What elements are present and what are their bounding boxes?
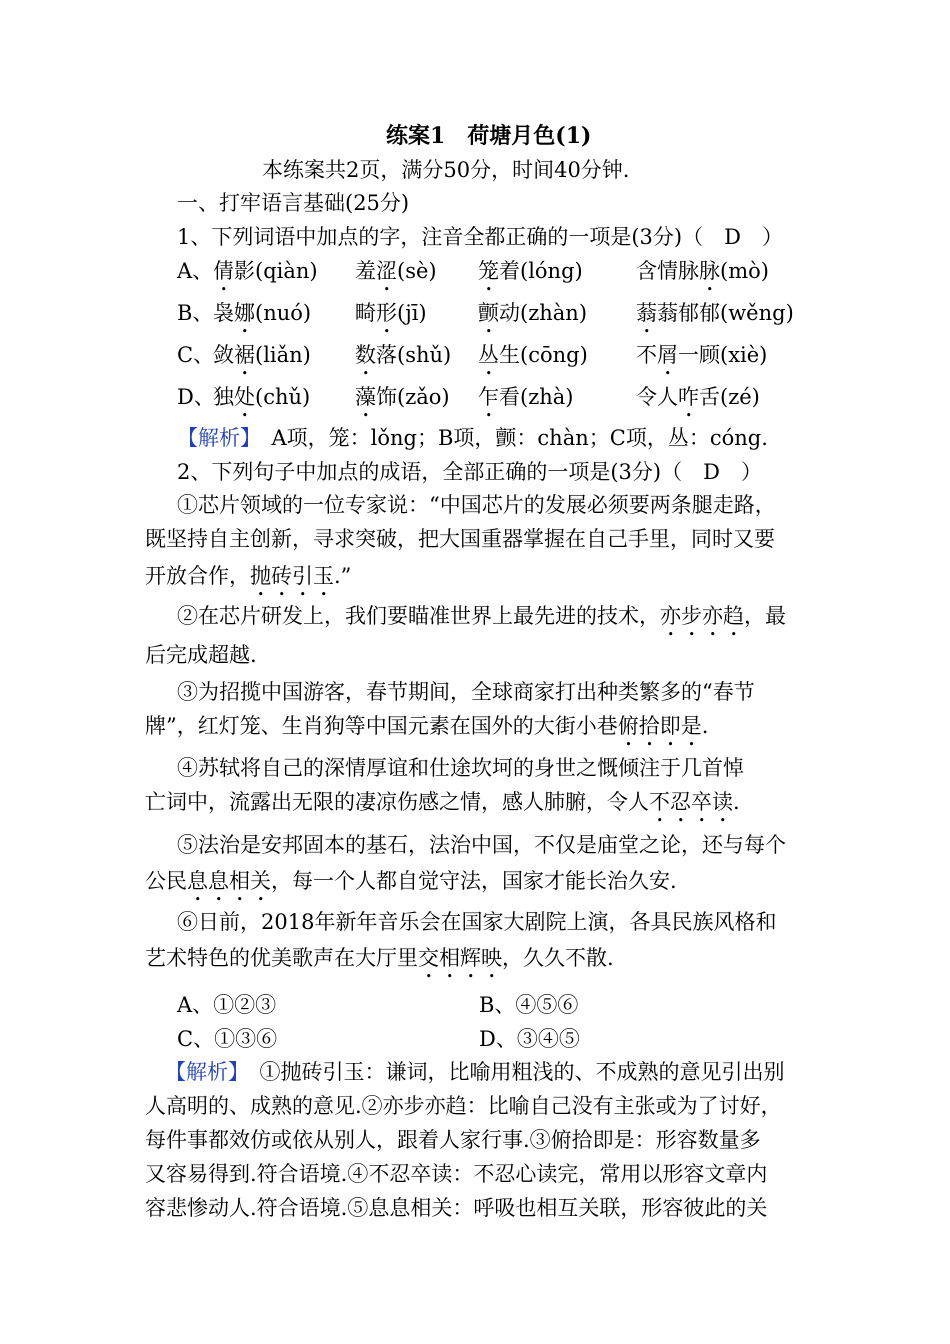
passage-line (177, 753, 744, 783)
analysis-line (145, 1091, 782, 1121)
dotted-character: 咋 (678, 385, 699, 409)
question-2-stem: 2、下列句子中加点的成语，全部正确的一项是(3分)（ D ） (177, 460, 762, 484)
option-text: 落(shǔ) (376, 343, 452, 367)
option-text: 令人 (636, 385, 678, 409)
passage-line (145, 943, 614, 983)
option-item (355, 298, 427, 338)
option-text: 独 (213, 385, 234, 409)
passage-line (177, 490, 776, 520)
option-text: 生(cōng) (499, 343, 588, 367)
dotted-character: 脉 (699, 259, 720, 283)
dotted-idiom: 亦步亦趋 (660, 604, 744, 628)
option-text: 不 (636, 343, 657, 367)
analysis-text: 容悲惨动人.符合语境.⑤息息相关：呼吸也相互关联，形容彼此的关 (145, 1196, 768, 1220)
passage-text: ③为招揽中国游客，春节期间，全球商家打出种类繁多的“春节 (177, 680, 755, 704)
passage-text: 后完成超越. (145, 643, 257, 667)
analysis-text: A项，笼：lǒng；B项，颤：chàn；C项，丛：cóng. (250, 426, 768, 450)
passage-line (145, 787, 740, 827)
passage-text: .” (334, 564, 352, 588)
page-subtitle: 本练案共2页，满分50分，时间40分钟. (262, 158, 630, 182)
option-item (636, 340, 767, 380)
dotted-idiom: 息息相关 (187, 869, 271, 893)
analysis-text: ①抛砖引玉：谦词，比喻用粗浅的、不成熟的意见引出别 (238, 1060, 785, 1084)
analysis-line (165, 1057, 785, 1087)
analysis-text: 每件事都效仿或依从别人，跟着人家行事.③俯拾即是：形容数量多 (145, 1128, 761, 1152)
option-item (478, 382, 574, 422)
option-item (478, 340, 588, 380)
option-text: 动(zhàn) (499, 301, 588, 325)
question-1-stem: 1、下列词语中加点的字，注音全都正确的一项是(3分)（ D ） (177, 225, 783, 249)
passage-line (145, 524, 775, 554)
option-text: 袅 (213, 301, 234, 325)
passage-text: 艺术特色的优美歌声在大厅里 (145, 946, 418, 970)
option-text: 羞 (355, 259, 376, 283)
option-letter: D、 (177, 385, 215, 409)
dotted-character: 乍 (478, 385, 499, 409)
dotted-idiom: 抛砖引玉 (250, 564, 334, 588)
option-text: 敛 (213, 343, 234, 367)
passage-text: 牌”，红灯笼、生肖狗等中国元素在国外的大街小巷 (145, 714, 618, 738)
passage-line (145, 866, 677, 906)
analysis-line (145, 1125, 761, 1155)
answer-option: C、①③⑥ (177, 1027, 278, 1051)
dotted-character: 娜 (234, 301, 255, 325)
answer-option: D、③④⑤ (479, 1027, 580, 1051)
answer-option: B、④⑤⑥ (479, 993, 579, 1017)
option-letter: C、 (177, 343, 215, 367)
passage-line (177, 907, 776, 937)
question-1-analysis (177, 423, 768, 453)
dotted-idiom: 不忍卒读 (649, 790, 733, 814)
dotted-idiom: 俯拾即是 (617, 714, 702, 738)
analysis-text: 又容易得到.符合语境.④不忍卒读：不忍心读完，常用以形容文章内 (145, 1162, 768, 1186)
option-text: 影(qiàn) (234, 259, 318, 283)
option-item (213, 382, 310, 422)
passage-text: ①芯片领域的一位专家说：“中国芯片的发展必须要两条腿走路， (177, 493, 776, 517)
option-item (355, 256, 437, 296)
option-text: (mò) (720, 259, 769, 283)
passage-text: ⑥日前，2018年新年音乐会在国家大剧院上演，各具民族风格和 (177, 910, 777, 934)
option-text: 畸 (355, 301, 376, 325)
passage-text: . (701, 714, 709, 738)
dotted-character: 倩 (213, 259, 234, 283)
option-text: 一顾(xiè) (678, 343, 768, 367)
dotted-character: 屑 (657, 343, 678, 367)
dotted-character: 藻 (355, 385, 376, 409)
analysis-label: 【解析】 (165, 1060, 239, 1084)
answer-option: A、①②③ (177, 993, 277, 1017)
passage-text: ，每一个人都自觉守法，国家才能长治久安. (271, 869, 677, 893)
option-item (636, 256, 769, 296)
analysis-line (145, 1193, 767, 1223)
passage-text: ④苏轼将自己的深情厚谊和仕途坎坷的身世之慨倾注于几首悼 (177, 756, 744, 780)
dotted-idiom: 交相辉映 (418, 946, 502, 970)
option-text: 着(lóng) (499, 259, 583, 283)
passage-line (177, 677, 755, 707)
option-text: (nuó) (255, 301, 312, 325)
passage-text: . (733, 790, 740, 814)
option-text: 蓊郁郁(wěng) (657, 301, 794, 325)
option-text: 看(zhà) (499, 385, 574, 409)
passage-text: ②在芯片研发上，我们要瞄准世界上最先进的技术， (177, 604, 660, 628)
dotted-character: 丛 (478, 343, 499, 367)
dotted-character: 处 (234, 385, 255, 409)
passage-text: 既坚持自主创新，寻求突破，把大国重器掌握在自己手里，同时又要 (145, 527, 775, 551)
option-text: (jī) (397, 301, 427, 325)
passage-text: ⑤法治是安邦固本的基石，法治中国，不仅是庙堂之论，还与每个 (177, 833, 786, 857)
option-letter: B、 (177, 301, 214, 325)
option-item (636, 298, 794, 338)
option-item (355, 382, 450, 422)
option-item (213, 340, 311, 380)
analysis-label: 【解析】 (177, 426, 251, 450)
passage-line (177, 601, 786, 641)
analysis-line (145, 1159, 767, 1189)
dotted-character: 涩 (376, 259, 397, 283)
dotted-character: 蓊 (636, 301, 657, 325)
option-text: 舌(zé) (699, 385, 760, 409)
option-item (213, 256, 318, 296)
passage-line (145, 711, 708, 751)
option-text: 饰(zǎo) (376, 385, 450, 409)
passage-line (145, 640, 257, 670)
option-text: (sè) (397, 259, 437, 283)
dotted-character: 数 (355, 343, 376, 367)
passage-text: 公民 (145, 869, 187, 893)
passage-line (145, 561, 351, 601)
option-letter: A、 (177, 259, 214, 283)
section-heading: 一、打牢语言基础(25分) (177, 191, 410, 215)
option-item (478, 256, 583, 296)
option-text: (chǔ) (255, 385, 311, 409)
dotted-character: 裾 (234, 343, 255, 367)
passage-text: 开放合作， (145, 564, 250, 588)
dotted-character: 形 (376, 301, 397, 325)
analysis-text: 人高明的、成熟的意见.②亦步亦趋：比喻自己没有主张或为了讨好， (145, 1094, 782, 1118)
passage-text: ，最 (744, 604, 786, 628)
page-title: 练案1 荷塘月色(1) (386, 123, 592, 149)
dotted-character: 笼 (478, 259, 499, 283)
option-text: (liǎn) (255, 343, 311, 367)
option-item (355, 340, 451, 380)
passage-text: 亡词中，流露出无限的凄凉伤感之情，感人肺腑，令人 (145, 790, 649, 814)
option-item (636, 382, 760, 422)
dotted-character: 颤 (478, 301, 499, 325)
option-item (478, 298, 587, 338)
option-text: 含情脉 (636, 259, 699, 283)
passage-text: ，久久不散. (502, 946, 614, 970)
option-item (213, 298, 311, 338)
passage-line (177, 830, 786, 860)
